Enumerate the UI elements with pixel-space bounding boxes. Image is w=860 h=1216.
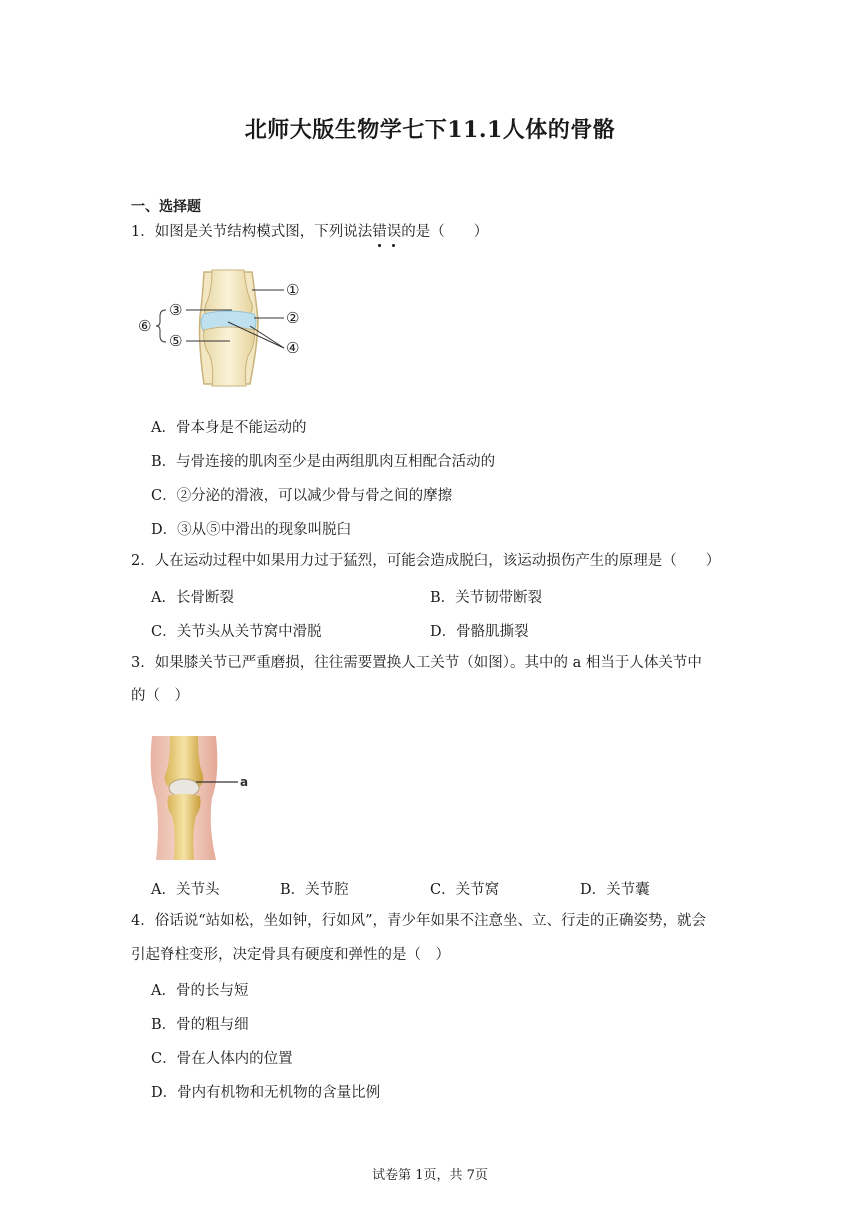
option-d: D．③从⑤中滑出的现象叫脱臼 [151,522,352,538]
option-c: C．②分泌的滑液，可以减少骨与骨之间的摩擦 [151,488,453,504]
option-a: A．骨的长与短 [151,983,249,999]
option-a: A．长骨断裂 [151,590,234,606]
figure-label: ② [286,309,300,327]
option-c: C．关节头从关节窝中滑脱 [151,624,322,640]
page-footer: 试卷第 1页，共 7页 [372,1168,488,1183]
option-d: D．关节囊 [580,882,650,898]
option-c: C．骨在人体内的位置 [151,1051,293,1067]
question-2-stem: 2．人在运动过程中如果用力过于猛烈，可能会造成脱臼，该运动损伤产生的原理是（ ） [131,553,721,569]
option-d: D．骨骼肌撕裂 [430,624,529,640]
option-b: B．与骨连接的肌肉至少是由两组肌肉互相配合活动的 [151,454,496,470]
option-a: A．关节头 [151,882,220,898]
option-a: A．骨本身是不能运动的 [151,420,307,436]
option-d: D．骨内有机物和无机物的含量比例 [151,1085,381,1101]
question-4-stem-line2: 引起脊柱变形，决定骨具有硬度和弹性的是（ ） [131,947,450,963]
figure-label: ④ [286,339,300,357]
figure-label: ⑥ [138,317,152,335]
question-1-stem-end: 的是（ ） [401,224,489,240]
figure-label: ① [286,281,300,299]
option-b: B．骨的粗与细 [151,1017,249,1033]
emphasis-char: 错 [372,224,387,240]
question-3-stem-line1: 3．如果膝关节已严重磨损，往往需要置换人工关节（如图）。其中的 a 相当于人体关节中 [131,655,702,671]
question-4-stem-line1: 4．俗话说“站如松，坐如钟，行如风”，青少年如果不注意坐、立、行走的正确姿势，就会 [131,913,707,929]
page-title: 北师大版生物学七下11.1人体的骨骼 [244,117,616,143]
question-3-stem-line2: 的（ ） [131,688,189,704]
section-heading: 一、选择题 [131,199,201,215]
artificial-knee-figure [146,736,258,860]
figure-label: ⑤ [169,332,183,350]
figure-label: ③ [169,301,183,319]
option-b: B．关节腔 [280,882,349,898]
emphasis-char: 误 [386,224,402,240]
joint-structure-figure [132,264,312,390]
question-1-stem-text: 1．如图是关节结构模式图，下列说法 [131,224,373,240]
option-c: C．关节窝 [430,882,500,898]
question-1-stem [131,222,488,242]
figure-label-a: a [240,775,249,789]
option-b: B．关节韧带断裂 [430,590,543,606]
